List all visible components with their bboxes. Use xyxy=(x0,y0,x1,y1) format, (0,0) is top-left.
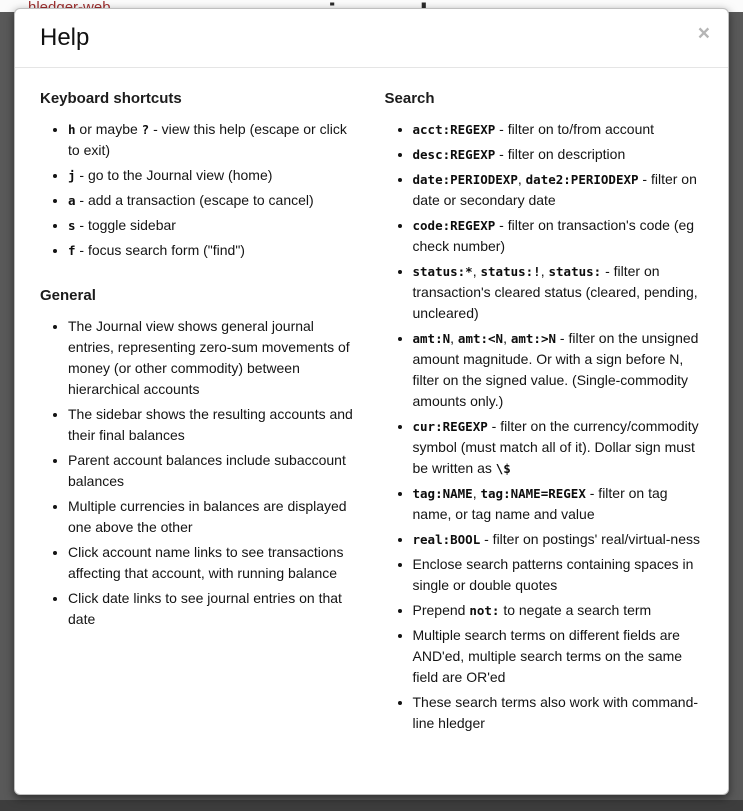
text-segment: The Journal view shows general journal entries, representing zero-sum movements of money (or other commodity) between hierarchical accounts xyxy=(68,317,350,397)
text-segment: - toggle sidebar xyxy=(75,216,176,233)
section-heading: Keyboard shortcuts xyxy=(40,89,182,107)
list-item xyxy=(68,450,359,492)
text-segment: Parent account balances include subaccount balances xyxy=(68,451,346,489)
code-term: date:PERIODEXP xyxy=(412,171,518,187)
text-segment: , xyxy=(472,262,481,279)
section-heading: General xyxy=(40,286,96,304)
list-item xyxy=(68,215,359,236)
list-item xyxy=(413,416,704,479)
help-left-column xyxy=(40,90,359,638)
code-term: ? xyxy=(141,121,150,137)
code-term: s xyxy=(68,217,76,233)
list-item xyxy=(413,692,704,734)
modal-title: Help xyxy=(40,24,90,51)
code-term: j xyxy=(68,167,76,183)
code-term: f xyxy=(68,242,76,258)
code-term: not: xyxy=(469,602,500,618)
close-icon[interactable]: × xyxy=(697,22,710,45)
list-item xyxy=(413,261,704,324)
help-list xyxy=(385,119,704,734)
code-term: date2:PERIODEXP xyxy=(525,171,639,187)
list-item xyxy=(68,316,359,400)
text-segment: The sidebar shows the resulting accounts and their final balances xyxy=(68,405,353,443)
code-term: desc:REGEXP xyxy=(412,146,496,162)
list-item xyxy=(68,404,359,446)
text-segment: - filter on to/from account xyxy=(495,120,655,137)
text-segment: - filter on the unsigned amount magnitude. Or with a sign before N, filter on the signed value. (Single-commodity amounts only.) xyxy=(412,329,699,409)
code-term: real:BOOL xyxy=(412,531,481,547)
list-item xyxy=(68,496,359,538)
text-segment: - add a transaction (escape to cancel) xyxy=(75,191,314,208)
list-item xyxy=(68,190,359,211)
help-modal xyxy=(14,8,729,795)
code-term: \$ xyxy=(495,460,511,476)
list-item xyxy=(413,215,704,257)
text-segment: Enclose search patterns containing spaces in single or double quotes xyxy=(412,555,694,593)
code-term: h xyxy=(68,121,76,137)
list-item xyxy=(413,144,704,165)
modal-header xyxy=(15,9,728,68)
text-segment: - filter on tag name, or tag name and value xyxy=(412,484,668,522)
list-item xyxy=(413,483,704,525)
text-segment: , xyxy=(540,262,549,279)
text-segment: - filter on description xyxy=(495,145,626,162)
list-item xyxy=(413,169,704,211)
text-segment: - filter on postings' real/virtual-ness xyxy=(480,530,700,547)
code-term: amt:N xyxy=(412,330,451,346)
list-item xyxy=(413,554,704,596)
code-term: a xyxy=(68,192,76,208)
code-term: tag:NAME=REGEX xyxy=(480,485,586,501)
list-item xyxy=(68,165,359,186)
code-term: code:REGEXP xyxy=(412,217,496,233)
code-term: tag:NAME xyxy=(412,485,473,501)
help-list xyxy=(40,316,359,630)
list-item xyxy=(68,588,359,630)
code-term: status:! xyxy=(480,263,541,279)
text-segment: , xyxy=(503,329,511,346)
text-segment: These search terms also work with command-line hledger xyxy=(412,693,699,731)
list-item xyxy=(68,119,359,161)
help-list xyxy=(40,119,359,261)
text-segment: - go to the Journal view (home) xyxy=(75,166,273,183)
list-item xyxy=(413,529,704,550)
text-segment: Multiple currencies in balances are displayed one above the other xyxy=(68,497,347,535)
list-item xyxy=(68,240,359,261)
text-segment: , xyxy=(517,170,526,187)
text-segment: - filter on the currency/commodity symbol (must match all of it). Dollar sign must be written as xyxy=(412,417,699,476)
text-segment: - view this help (escape or click to exit) xyxy=(68,120,347,158)
code-term: acct:REGEXP xyxy=(412,121,496,137)
code-term: status:* xyxy=(412,263,473,279)
list-item xyxy=(413,600,704,621)
code-term: status: xyxy=(548,263,602,279)
text-segment: - filter on transaction's cleared status (cleared, pending, uncleared) xyxy=(412,262,698,321)
text-segment: - focus search form ("find") xyxy=(75,241,245,258)
text-segment: Prepend xyxy=(412,601,470,618)
text-segment: , xyxy=(450,329,458,346)
text-segment: to negate a search term xyxy=(499,601,652,618)
text-segment: - filter on transaction's code (eg check number) xyxy=(412,216,695,254)
text-segment: Multiple search terms on different fields are AND'ed, multiple search terms on the same field are OR'ed xyxy=(412,626,683,685)
section-heading: Search xyxy=(384,89,435,107)
list-item xyxy=(413,119,704,140)
list-item xyxy=(413,328,704,412)
text-segment: - filter on date or secondary date xyxy=(412,170,697,208)
list-item xyxy=(413,625,704,688)
modal-backdrop xyxy=(0,800,743,811)
help-right-column xyxy=(385,90,704,742)
code-term: amt:>N xyxy=(510,330,557,346)
text-segment: or maybe xyxy=(75,120,142,137)
code-term: amt:<N xyxy=(457,330,504,346)
text-segment: Click date links to see journal entries on that date xyxy=(68,589,342,627)
code-term: cur:REGEXP xyxy=(412,418,488,434)
modal-body xyxy=(15,68,728,794)
text-segment: Click account name links to see transactions affecting that account, with running balance xyxy=(68,543,344,581)
text-segment: , xyxy=(472,484,481,501)
list-item xyxy=(68,542,359,584)
